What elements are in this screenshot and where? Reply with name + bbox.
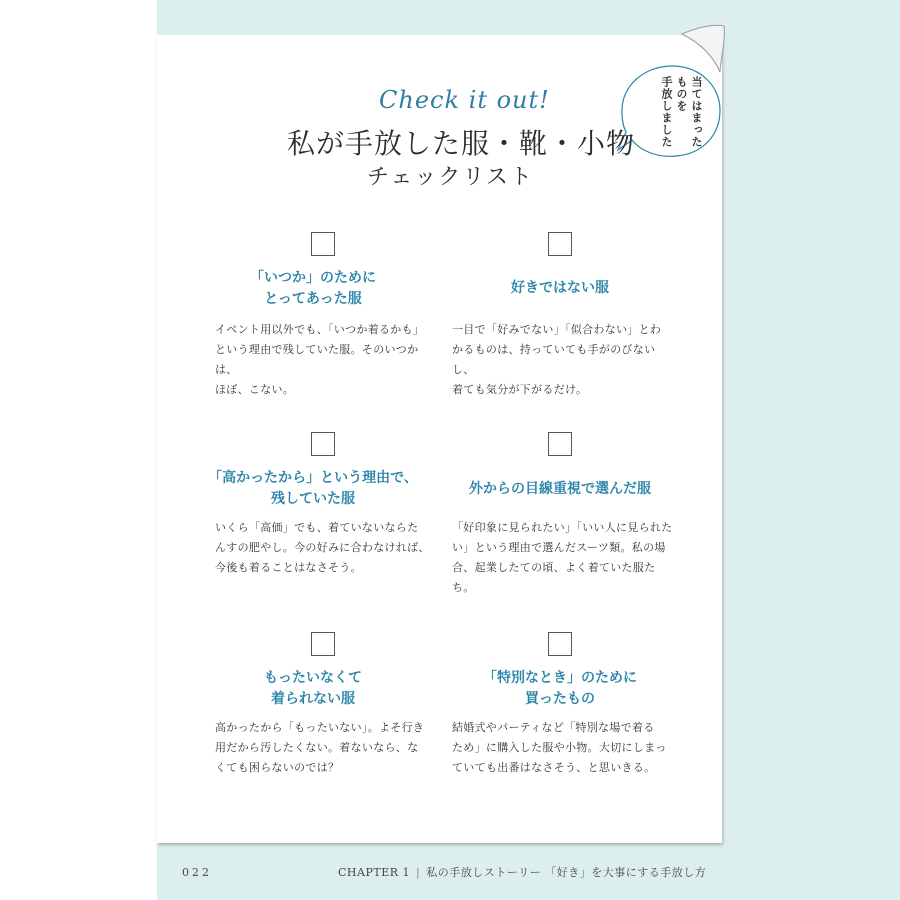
item-title-line: 外からの目線重視で選んだ服 bbox=[469, 481, 651, 497]
item-title bbox=[193, 668, 433, 710]
item-body-line: という理由で残していた服。そのいつかは、 bbox=[215, 343, 419, 376]
item-title-line: 残していた服 bbox=[271, 491, 355, 507]
bubble-line: ものを bbox=[675, 76, 688, 112]
checkbox[interactable] bbox=[311, 232, 335, 256]
item-body-line: 高かったから「もったいない」。よそ行き bbox=[215, 721, 425, 734]
item-body bbox=[452, 718, 677, 778]
item-body-line: 一目で「好みでない」「似合わない」とわ bbox=[452, 323, 662, 336]
item-title bbox=[440, 479, 680, 500]
item-title bbox=[440, 668, 680, 710]
script-title: Check it out! bbox=[379, 86, 550, 114]
item-title-line: 「高かったから」という理由で、 bbox=[208, 470, 418, 486]
checkbox[interactable] bbox=[548, 432, 572, 456]
chapter-title: 私の手放しストーリー 「好き」を大事にする手放し方 bbox=[426, 866, 707, 879]
item-body-line: んすの肥やし。今の好みに合わなければ、 bbox=[215, 541, 430, 554]
page-title: 私が手放した服・靴・小物 bbox=[287, 127, 636, 160]
item-body bbox=[452, 518, 677, 598]
item-title-line: 好きではない服 bbox=[511, 280, 609, 296]
item-body-line: 着ても気分が下がるだけ。 bbox=[452, 383, 588, 396]
separator: | bbox=[416, 866, 421, 879]
page-number: 022 bbox=[182, 866, 212, 879]
item-title-line: 「特別なとき」のために bbox=[483, 670, 637, 686]
item-body-line: ため」に購入した服や小物。大切にしまっ bbox=[452, 741, 667, 754]
bubble-line: 手放しました bbox=[660, 76, 673, 148]
item-body-line: くても困らないのでは？ bbox=[215, 761, 340, 774]
item-body-line: い」という理由で選んだスーツ類。私の場 bbox=[452, 541, 666, 554]
item-title-line: 買ったもの bbox=[525, 691, 595, 707]
item-body-line: ていても出番はなさそう、と思いきる。 bbox=[452, 761, 656, 774]
item-body bbox=[452, 320, 677, 400]
chapter-label: CHAPTER 1 bbox=[338, 866, 410, 879]
item-title-line: もったいなくて bbox=[264, 670, 362, 686]
checkbox[interactable] bbox=[311, 432, 335, 456]
item-body bbox=[215, 718, 440, 778]
item-body-line: かるものは、持っていても手がのびないし、 bbox=[452, 343, 656, 376]
bubble-line: 当てはまった bbox=[690, 76, 703, 148]
item-body-line: 結婚式やパーティなど「特別な場で着る bbox=[452, 721, 655, 734]
checkbox[interactable] bbox=[548, 232, 572, 256]
item-body-line: 今後も着ることはなさそう。 bbox=[215, 561, 362, 574]
item-body bbox=[215, 518, 440, 578]
checkbox[interactable] bbox=[548, 632, 572, 656]
item-body-line: 用だから汚したくない。着ないなら、な bbox=[215, 741, 419, 754]
item-body-line: いくら「高価」でも、着ていないならた bbox=[215, 521, 419, 534]
item-body bbox=[215, 320, 440, 400]
item-title bbox=[193, 468, 433, 510]
item-title-line: 「いつか」のために bbox=[250, 270, 376, 286]
item-title-line: とってあった服 bbox=[264, 291, 362, 307]
item-body-line: 合、起業したての頃、よく着ていた服たち。 bbox=[452, 561, 656, 594]
item-title bbox=[440, 278, 680, 299]
bubble-text bbox=[628, 76, 704, 156]
item-body-line: ほぼ、こない。 bbox=[215, 383, 295, 396]
item-body-line: イベント用以外でも、「いつか着るかも」 bbox=[215, 323, 425, 336]
chapter-footer bbox=[338, 864, 706, 880]
item-title-line: 着られない服 bbox=[271, 691, 355, 707]
item-title bbox=[193, 268, 433, 310]
page-subtitle: チェックリスト bbox=[367, 165, 534, 190]
checkbox[interactable] bbox=[311, 632, 335, 656]
item-body-line: 「好印象に見られたい」「いい人に見られた bbox=[452, 521, 673, 534]
